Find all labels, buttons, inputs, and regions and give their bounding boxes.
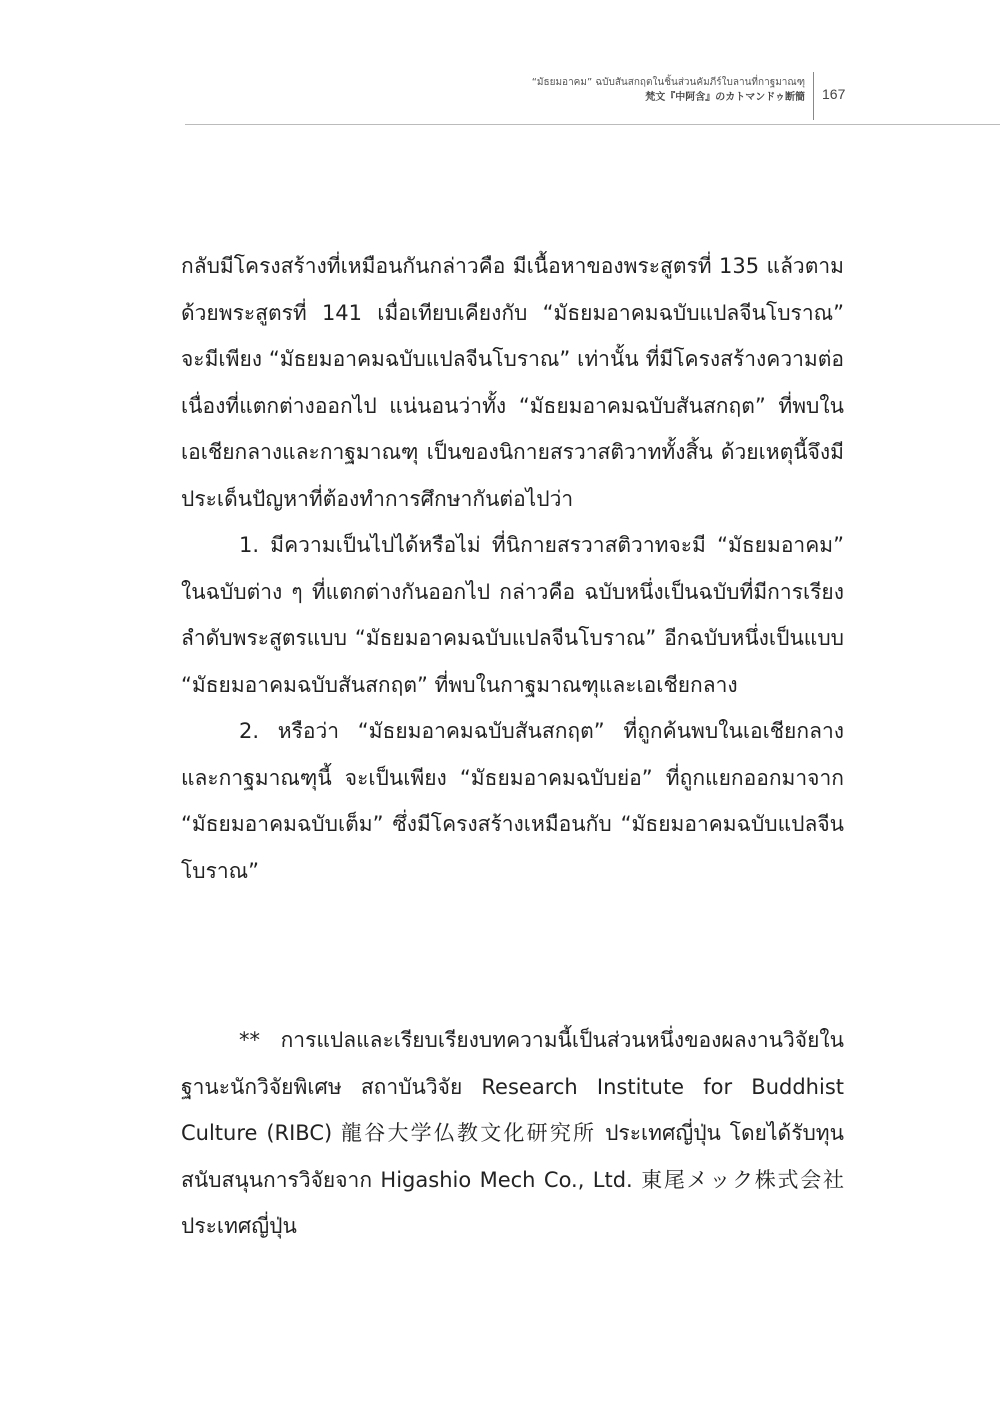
body-paragraph: กลับมีโครงสร้างที่เหมือนกันกล่าวคือ มีเนื้อหาของพระสูตรที่ 135 แล้วตามด้วยพระสูตรที่ 141 เมื่อเทียบเคียงกับ “มัธยมอาคมฉบับแปลจีนโบราณ” จะมีเพียง “มัธยมอาคมฉบับแปลจีนโบราณ” เท่านั้น ที่มีโครงสร้างความต่อเนื่องที่แตกต่างออกไป แน่นอนว่าทั้ง “มัธยมอาคมฉบับสันสกฤต” ที่พบในเอเชียกลางและกาฐมาณฑุ เป็นของนิกายสรวาสติวาททั้งสิ้น ด้วยเหตุนี้จึงมีประเด็นปัญหาที่ต้องทำการศึกษากันต่อไปว่า <box>181 254 844 511</box>
running-header-title-japanese: 梵文『中阿含』のカトマンドゥ断簡 <box>645 92 805 103</box>
footnote <box>181 1017 844 1250</box>
body-text <box>181 243 844 894</box>
body-paragraph-item-1: 1. มีความเป็นไปได้หรือไม่ ที่นิกายสรวาสติวาทจะมี “มัธยมอาคม” ในฉบับต่าง ๆ ที่แตกต่างกันออกไป กล่าวคือ ฉบับหนึ่งเป็นฉบับที่มีการเรียงลำดับพระสูตรแบบ “มัธยมอาคมฉบับแปลจีนโบราณ” อีกฉบับหนึ่งเป็นแบบ “มัธยมอาคมฉบับสันสกฤต” ที่พบในกาฐมาณฑุและเอเชียกลาง <box>181 533 844 697</box>
running-header-title-thai: “มัธยมอาคม” ฉบับสันสกฤตในชิ้นส่วนคัมภีร์ใบลานที่กาฐมาณฑุ <box>531 77 805 88</box>
body-paragraph-item-2: 2. หรือว่า “มัธยมอาคมฉบับสันสกฤต” ที่ถูกค้นพบในเอเชียกลางและกาฐมาณฑุนี้ จะเป็นเพียง “มัธยมอาคมฉบับย่อ” ที่ถูกแยกออกมาจาก “มัธยมอาคมฉบับเต็ม” ซึ่งมีโครงสร้างเหมือนกับ “มัธยมอาคมฉบับแปลจีนโบราณ” <box>181 719 844 883</box>
header-vertical-divider <box>813 72 814 120</box>
header-horizontal-rule <box>185 124 1000 125</box>
running-header <box>180 75 805 105</box>
footnote-text: ** การแปลและเรียบเรียงบทความนี้เป็นส่วนหนึ่งของผลงานวิจัยในฐานะนักวิจัยพิเศษ สถาบันวิจัย Research Institute for Buddhist Culture (RIBC) 龍谷大学仏教文化研究所 ประเทศญี่ปุ่น โดยได้รับทุนสนับสนุนการวิจัยจาก Higashio Mech Co., Ltd. 東尾メック株式会社 ประเทศญี่ปุ่น <box>181 1028 844 1238</box>
page-number: 167 <box>822 86 846 102</box>
